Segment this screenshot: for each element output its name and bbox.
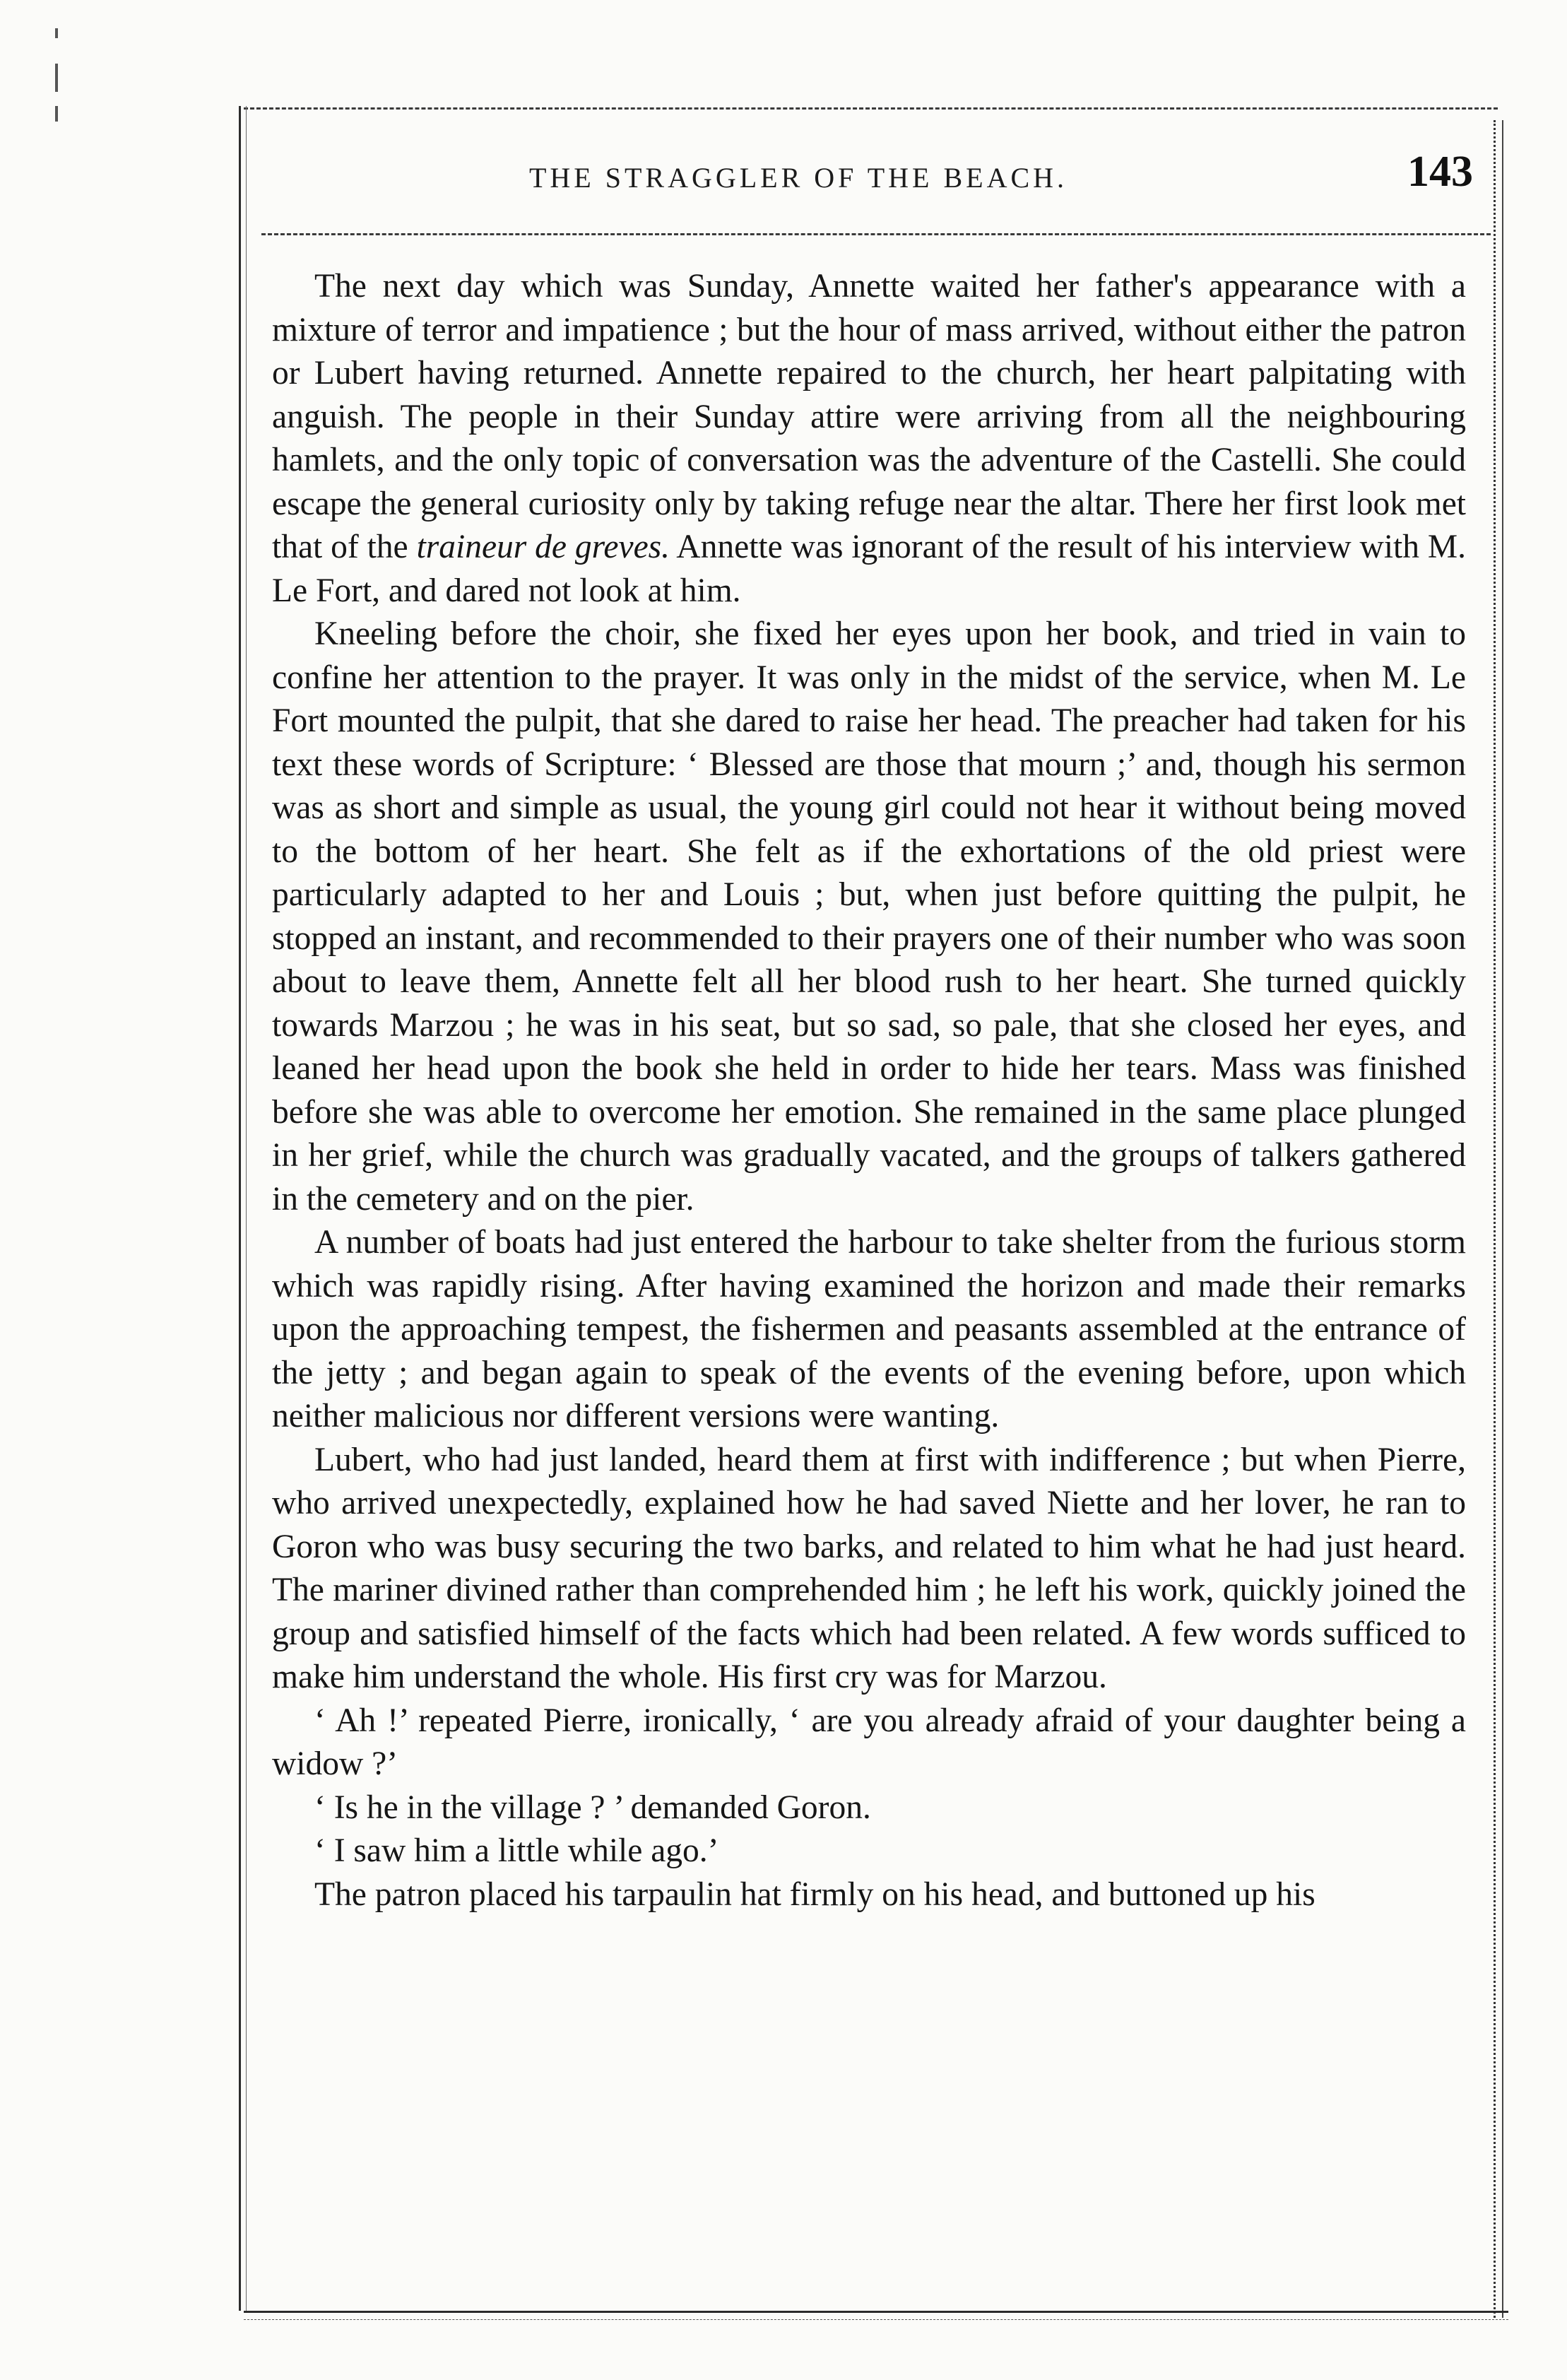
- frame-rule-bottom-inner: [244, 2319, 1508, 2320]
- body-text: [272, 265, 1466, 1916]
- paragraph: Lubert, who had just landed, heard them at first with indifference ; but when Pierre, who arrived unexpectedly, explained how he had saved Niette and her lover, he ran to Goron who was busy securing the two barks, and related to him what he had just heard. The mariner divined rather than comprehended him ; he left his work, quickly joined the group and satisfied himself of the facts which had been related. A few words sufficed to make him understand the whole. His first cry was for Marzou.: [272, 1441, 1466, 1695]
- paragraph: Kneeling before the choir, she fixed her eyes upon her book, and tried in vain to confine her attention to the prayer. It was only in the midst of the service, when M. Le Fort mounted the pulpit, that she dared to raise her head. The preacher had taken for his text these words of Scripture: ‘ Blessed are those that mourn ;’ and, though his sermon was as short and simple as usual, the young girl could not hear it without being moved to the bottom of her heart. She felt as if the exhortations of the old priest were particularly adapted to her and Louis ; but, when just before quitting the pulpit, he stopped an instant, and recommended to their prayers one of their number who was soon about to leave them, Annette felt all her blood rush to her heart. She turned quickly towards Marzou ; he was in his seat, but so sad, so pale, that she closed her eyes, and leaned her head upon the book she held in order to hide her tears. Mass was finished before she was able to overcome her emotion. She remained in the same place plunged in her grief, while the church was gradually vacated, and the groups of talkers gathered in the cemetery and on the pier.: [272, 615, 1466, 1218]
- header-rule: [261, 233, 1491, 235]
- frame-rule-left: [239, 106, 241, 2311]
- frame-rule-top: [244, 107, 1498, 110]
- paragraph: [272, 265, 1466, 613]
- paragraph-text: Annette was ignorant of the result of his interview with M. Le Fort, and dared not look at him.: [272, 529, 1466, 609]
- paragraph: ‘ Is he in the village ? ’ demanded Goron.: [314, 1789, 871, 1826]
- paragraph: A number of boats had just entered the harbour to take shelter from the furious storm which was rapidly rising. After having examined the horizon and made their remarks upon the approaching tempest, the fishermen and peasants assembled at the entrance of the jetty ; and began again to speak of the events of the evening before, upon which neither malicious nor different versions were wanting.: [272, 1224, 1466, 1435]
- scan-margin-mark: [55, 64, 58, 92]
- italic-phrase: traineur de greves.: [416, 529, 670, 565]
- paragraph: The patron placed his tarpaulin hat firmly on his head, and buttoned up his: [314, 1875, 1315, 1913]
- scan-margin-mark: [55, 106, 58, 122]
- scan-margin-mark: [55, 28, 58, 38]
- paragraph: ‘ I saw him a little while ago.’: [314, 1832, 719, 1869]
- frame-rule-right: [1494, 120, 1496, 2318]
- page-number: 143: [1407, 148, 1473, 196]
- paragraph-text: The next day which was Sunday, Annette waited her father's appearance with a mixture of terror and impatience ; but the hour of mass arrived, without either the patron or Lubert having returned. Annette repaired to the church, her heart palpitating with anguish. The people in their Sunday attire were arriving from all the neighbouring hamlets, and the only topic of conversation was the adventure of the Castelli. She could escape the general curiosity only by taking refuge near the altar. There her first look met that of the: [272, 268, 1466, 565]
- frame-rule-left-inner: [246, 106, 247, 2311]
- frame-rule-right-inner: [1502, 120, 1503, 2318]
- frame-rule-bottom: [244, 2311, 1508, 2313]
- running-title: THE STRAGGLER OF THE BEACH.: [528, 162, 1068, 194]
- paragraph: ‘ Ah !’ repeated Pierre, ironically, ‘ are you already afraid of your daughter being a widow ?’: [272, 1702, 1466, 1782]
